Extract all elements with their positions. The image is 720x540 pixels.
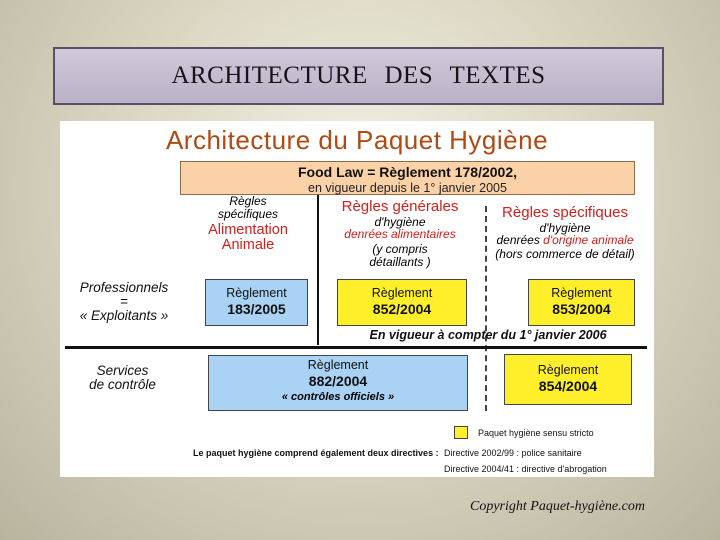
row-label-services (65, 364, 180, 392)
header-specific-rules-line3 (475, 234, 654, 247)
food-law-sub: en vigueur depuis le 1° janvier 2005 (308, 181, 507, 195)
header-animal-feed-line3: Alimentation (208, 222, 288, 239)
regulation-852-label: Règlement (371, 286, 433, 300)
regulation-882-sub: « contrôles officiels » (281, 391, 395, 403)
header-specific-rules (475, 205, 654, 261)
header-general-rules-line4: (y compris (372, 241, 428, 256)
food-law-main: Food Law = Règlement 178/2002, (297, 164, 518, 180)
directive-2004-41: Directive 2004/41 : directive d'abrogation (444, 464, 607, 474)
header-specific-rules-line4: (hors commerce de détail) (495, 246, 635, 261)
diagram-title: Architecture du Paquet Hygiène (165, 125, 549, 155)
regulation-853-number: 853/2004 (552, 301, 611, 317)
header-specific-rules-line1: Règles spécifiques (502, 204, 628, 221)
header-general-rules-line1: Règles générales (341, 198, 459, 215)
slide-title-box (53, 47, 664, 105)
header-general-rules-line3: denrées alimentaires (344, 227, 456, 242)
row-label-professionals-line1: Professionnels (79, 280, 169, 295)
header-general-rules-line5: détaillants ) (369, 254, 431, 269)
regulation-box-854-2004 (504, 354, 632, 405)
vertical-divider-line (317, 195, 319, 345)
header-animal-feed-line2: spécifiques (217, 206, 279, 221)
regulation-852-number: 852/2004 (372, 301, 432, 317)
regulation-183-number: 183/2005 (227, 301, 286, 317)
regulation-box-183-2005 (205, 279, 308, 326)
header-general-rules-line2: d'hygiène (374, 214, 426, 229)
row-label-services-line2: de contrôle (89, 377, 156, 393)
row-label-professionals-line3: « Exploitants » (79, 308, 169, 324)
header-specific-rules-line2: d'hygiène (539, 220, 591, 235)
horizontal-divider-line (65, 346, 647, 349)
header-animal-feed-line1: Règles (229, 194, 267, 208)
row-label-services-line1: Services (96, 363, 149, 378)
slide-title: ARCHITECTURE DES TEXTES (171, 62, 546, 89)
header-specific-rules-line3b: d'origine animale (543, 233, 634, 248)
header-animal-feed-line4: Animale (221, 237, 275, 254)
regulation-853-label: Règlement (551, 286, 612, 300)
legend-swatch (454, 426, 468, 439)
legend-label: Paquet hygiène sensu stricto (478, 428, 594, 438)
diagram-panel (60, 121, 654, 477)
directive-2002-99: Directive 2002/99 : police sanitaire (444, 448, 582, 458)
regulation-854-number: 854/2004 (538, 378, 598, 394)
in-force-text: En vigueur à compter du 1° janvier 2006 (369, 328, 607, 342)
regulation-box-853-2004 (528, 279, 635, 326)
header-general-rules (320, 199, 480, 268)
regulation-183-label: Règlement (226, 286, 287, 300)
dashed-divider-line (485, 206, 487, 411)
regulation-box-882-2004 (208, 355, 468, 411)
header-specific-rules-line3a: denrées (496, 233, 544, 248)
copyright-text: Copyright Paquet-hygiène.com (470, 499, 645, 514)
regulation-882-label: Règlement (307, 358, 369, 372)
row-label-professionals (65, 281, 183, 324)
food-law-box (180, 161, 635, 195)
regulation-854-label: Règlement (537, 363, 599, 377)
regulation-box-852-2004 (337, 279, 467, 326)
directives-intro: Le paquet hygiène comprend également deux directives : (193, 448, 439, 458)
regulation-882-number: 882/2004 (308, 373, 368, 389)
header-animal-feed (188, 195, 308, 254)
row-label-professionals-line2: = (120, 294, 128, 310)
